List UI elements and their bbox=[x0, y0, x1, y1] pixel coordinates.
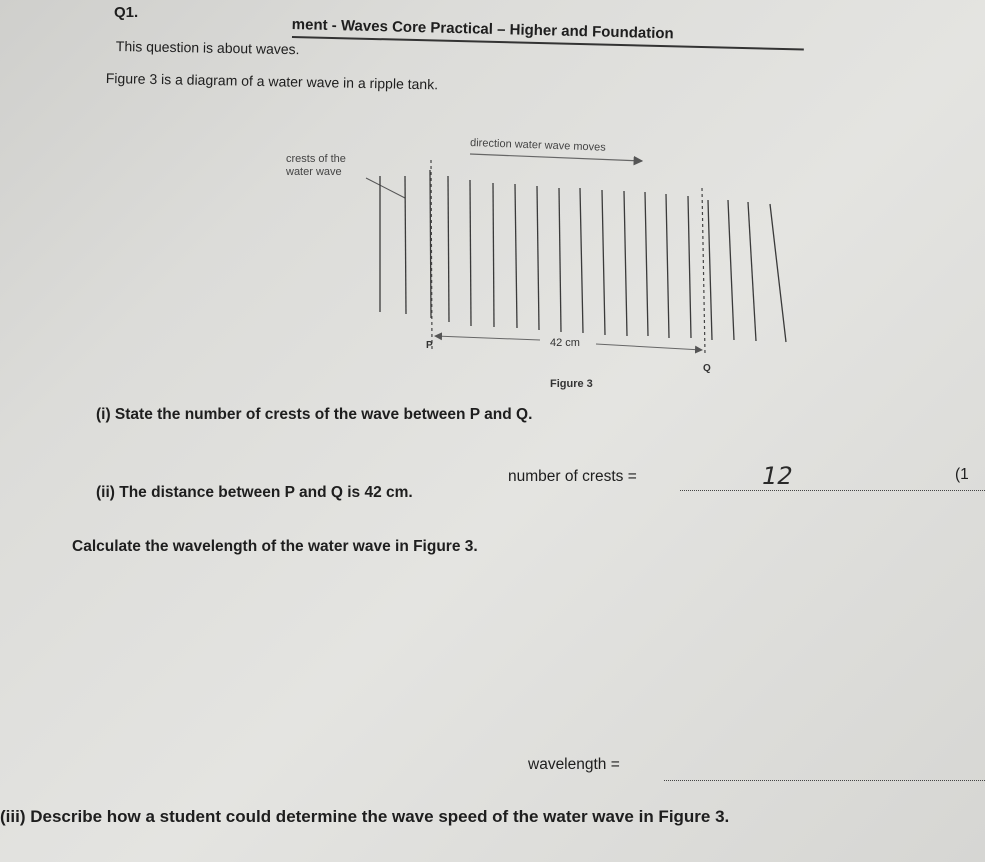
question-ii-instruction: Calculate the wavelength of the water wave in Figure 3. bbox=[72, 538, 478, 555]
wave-crest-line bbox=[770, 204, 786, 342]
crests-label-line2: water wave bbox=[286, 166, 342, 178]
direction-arrow bbox=[470, 154, 642, 161]
marks-label: (1 bbox=[955, 466, 969, 483]
figure-caption: Figure 3 bbox=[550, 378, 593, 390]
wave-crest-line bbox=[602, 190, 605, 335]
figure-description: Figure 3 is a diagram of a water wave in a ripple tank. bbox=[105, 70, 439, 93]
p-label: P bbox=[426, 340, 433, 351]
wavelength-answer-line[interactable] bbox=[664, 780, 985, 781]
wave-crest-line bbox=[666, 194, 669, 338]
distance-arrow-left bbox=[435, 336, 540, 340]
wave-crest-line bbox=[748, 202, 756, 341]
intro-text: This question is about waves. bbox=[115, 38, 300, 58]
wave-crest-line bbox=[688, 196, 691, 338]
wave-crest-line bbox=[728, 200, 734, 340]
wave-crest-line bbox=[515, 184, 517, 328]
question-ii: (ii) The distance between P and Q is 42 cm. bbox=[96, 484, 413, 501]
crests-answer-line[interactable] bbox=[680, 490, 985, 491]
wave-crest-line bbox=[493, 183, 494, 327]
wave-crest-line bbox=[559, 188, 561, 332]
wave-crest-line bbox=[470, 180, 471, 326]
question-number: Q1. bbox=[114, 4, 139, 21]
distance-arrow-right bbox=[596, 344, 702, 350]
ripple-tank-diagram bbox=[270, 128, 810, 398]
page-header: ment - Waves Core Practical – Higher and Foundation bbox=[291, 16, 674, 43]
wave-crest-line bbox=[624, 191, 627, 336]
wave-crest-line bbox=[405, 176, 406, 314]
crests-handwritten-answer: 12 bbox=[759, 462, 796, 490]
distance-label: 42 cm bbox=[550, 337, 580, 349]
q-marker bbox=[702, 188, 705, 354]
wavelength-answer-label: wavelength = bbox=[528, 756, 620, 773]
wave-crest-line bbox=[448, 176, 449, 322]
crests-label-line1: crests of the bbox=[286, 153, 346, 165]
wave-crest-line bbox=[537, 186, 539, 330]
crests-pointer bbox=[366, 178, 405, 198]
direction-label: direction water wave moves bbox=[469, 137, 606, 154]
crests-answer-label: number of crests = bbox=[508, 468, 637, 485]
question-i: (i) State the number of crests of the wave between P and Q. bbox=[96, 406, 533, 423]
wave-crest-line bbox=[580, 188, 583, 333]
wave-crest-line bbox=[645, 192, 648, 336]
question-iii: (iii) Describe how a student could determine the wave speed of the water wave in Figure 3. bbox=[0, 807, 730, 826]
wave-crests bbox=[380, 170, 786, 342]
wave-crest-line bbox=[708, 200, 712, 340]
q-label: Q bbox=[703, 363, 711, 374]
